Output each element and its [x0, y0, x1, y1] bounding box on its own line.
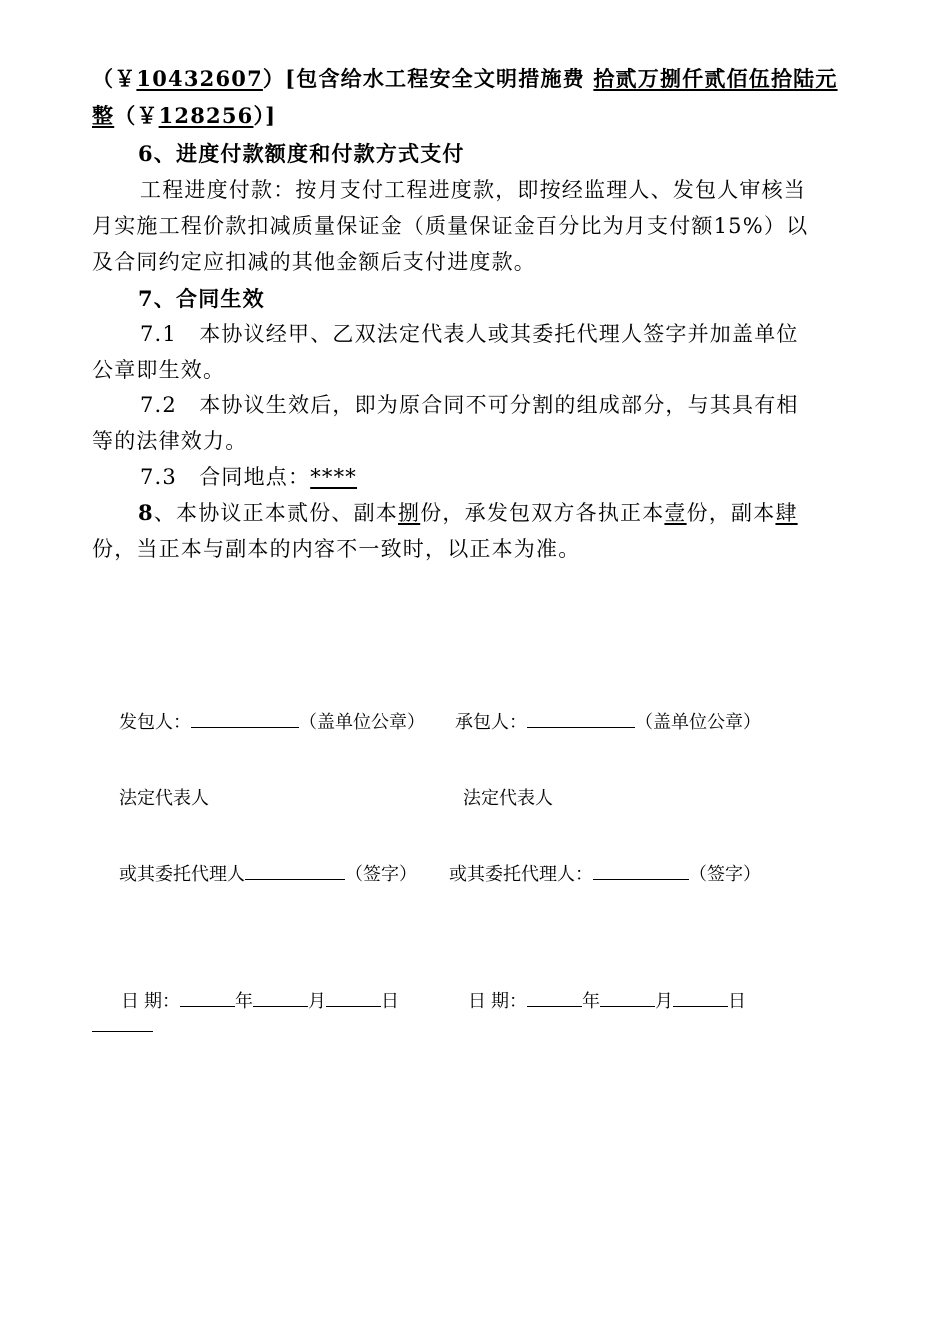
- contractor-day-blank[interactable]: [673, 988, 728, 1007]
- employer-date-label: 日 期：: [121, 991, 181, 1011]
- employer-blank[interactable]: [191, 709, 299, 728]
- employer-agent-row: [119, 861, 417, 886]
- section-8-line-2: 份，当正本与副本的内容不一致时，以正本为准。: [92, 537, 581, 561]
- contractor-day-label: 日: [728, 991, 747, 1011]
- section-6-line-1: 工程进度付款：按月支付工程进度款，即按经监理人、发包人审核当: [140, 178, 806, 202]
- section-8-text-3: 份，副本: [686, 501, 776, 525]
- contractor-date-label: 日 期：: [468, 991, 528, 1011]
- employer-day-label: 日: [381, 991, 400, 1011]
- contract-location-label: 7.3 合同地点：: [140, 465, 311, 489]
- section-6-heading: 6、进度付款额度和付款方式支付: [138, 141, 465, 166]
- safety-fee-in-words: 拾贰万捌仟贰佰伍拾陆元: [593, 66, 838, 91]
- section-6-line-2: 月实施工程价款扣减质量保证金（质量保证金百分比为月支付额15%）以: [92, 214, 809, 238]
- contractor-seal-note: （盖单位公章）: [635, 712, 761, 732]
- employer-year-blank[interactable]: [180, 988, 235, 1007]
- employer-year-label: 年: [235, 991, 254, 1011]
- safety-fee-text: ）[包含给水工程安全文明措施费: [262, 66, 594, 91]
- clause-7-1-line-2: 公章即生效。: [92, 358, 226, 382]
- clause-7-2-line-1: 7.2 本协议生效后，即为原合同不可分割的组成部分，与其具有相: [140, 393, 799, 417]
- trailing-blank-line: [92, 1031, 153, 1032]
- employer-sign-note: （签字）: [345, 864, 417, 884]
- bracket-close: ）]: [253, 103, 277, 128]
- employer-seal-row: [119, 709, 425, 734]
- copies-each: 肆: [775, 501, 798, 525]
- safety-fee-figure: 128256: [158, 103, 254, 128]
- contractor-year-label: 年: [582, 991, 601, 1011]
- contractor-sign-note: （签字）: [689, 864, 761, 884]
- contractor-year-blank[interactable]: [527, 988, 582, 1007]
- contractor-legal-rep: 法定代表人: [463, 788, 553, 808]
- contract-location-value: ****: [310, 465, 358, 489]
- currency-open-2: （￥: [114, 103, 159, 128]
- section-7-heading: 7、合同生效: [138, 286, 265, 311]
- employer-seal-note: （盖单位公章）: [299, 712, 425, 732]
- contractor-blank[interactable]: [527, 709, 635, 728]
- copies-count: 捌: [398, 501, 421, 525]
- contractor-seal-row: [455, 709, 761, 734]
- section-8-line-1: [138, 498, 798, 528]
- employer-label: 发包人：: [119, 712, 191, 732]
- originals-each: 壹: [664, 501, 687, 525]
- contractor-month-blank[interactable]: [600, 988, 655, 1007]
- contract-amount-line-2: [92, 101, 276, 131]
- contractor-date-row: [468, 988, 746, 1013]
- employer-agent-blank[interactable]: [245, 861, 345, 880]
- clause-7-3: [140, 462, 357, 492]
- currency-open: （￥: [92, 66, 137, 91]
- employer-day-blank[interactable]: [326, 988, 381, 1007]
- contract-amount-line-1: [92, 64, 838, 94]
- contractor-agent-blank[interactable]: [593, 861, 689, 880]
- employer-month-label: 月: [308, 991, 327, 1011]
- contractor-agent-row: [449, 861, 761, 886]
- section-6-line-3: 及合同约定应扣减的其他金额后支付进度款。: [92, 250, 536, 274]
- safety-fee-in-words-end: 整: [92, 103, 115, 128]
- contractor-label: 承包人：: [455, 712, 527, 732]
- contractor-agent-label: 或其委托代理人：: [449, 864, 593, 884]
- contract-amount-figure: 10432607: [136, 66, 263, 91]
- employer-legal-rep: 法定代表人: [119, 788, 209, 808]
- section-8-text-1: 、本协议正本贰份、副本: [153, 501, 399, 525]
- clause-7-1-line-1: 7.1 本协议经甲、乙双法定代表人或其委托代理人签字并加盖单位: [140, 322, 799, 346]
- section-8-text-2: 份，承发包双方各执正本: [420, 501, 665, 525]
- section-8-number: 8: [138, 500, 154, 525]
- employer-agent-label: 或其委托代理人: [119, 864, 245, 884]
- employer-date-row: [121, 988, 399, 1013]
- clause-7-2-line-2: 等的法律效力。: [92, 429, 248, 453]
- contractor-month-label: 月: [655, 991, 674, 1011]
- employer-month-blank[interactable]: [253, 988, 308, 1007]
